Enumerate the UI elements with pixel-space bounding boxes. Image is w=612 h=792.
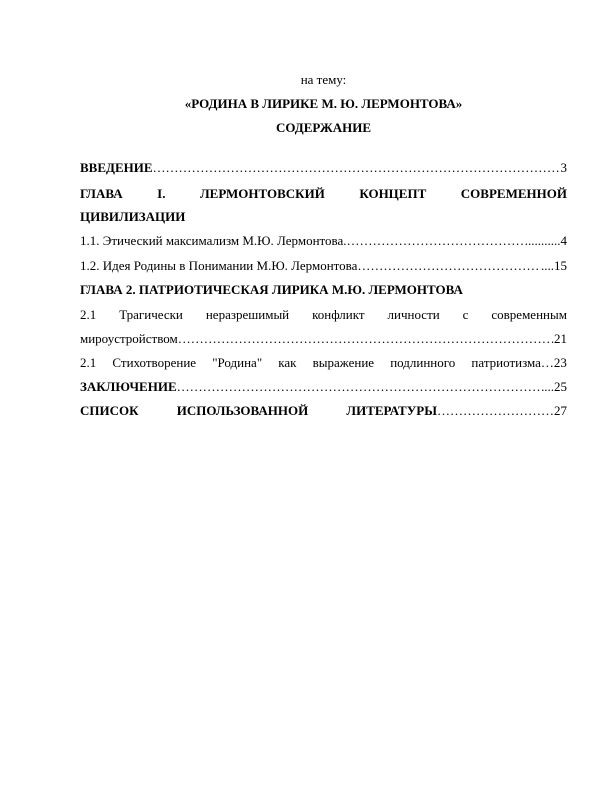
toc-label: 1.2. Идея Родины в Понимании М.Ю. Лермонтова xyxy=(80,258,358,273)
toc-label: ЗАКЛЮЧЕНИЕ xyxy=(80,379,177,394)
dot-leader xyxy=(357,258,541,274)
dot-leader xyxy=(153,160,561,176)
toc-entry-bibliography[interactable] xyxy=(80,403,567,419)
toc-entry-intro[interactable] xyxy=(80,160,567,176)
toc-word: выражение xyxy=(312,355,375,370)
dot-leader xyxy=(347,233,525,249)
toc-word: КОНЦЕПТ xyxy=(359,186,427,201)
toc-word: СОВРЕМЕННОЙ xyxy=(460,186,567,201)
toc-word: патриотизма…23 xyxy=(471,355,567,370)
toc-word-group xyxy=(346,403,567,419)
toc-word: личности xyxy=(387,307,440,322)
dot-leader xyxy=(177,379,545,395)
toc-label: ВВЕДЕНИЕ xyxy=(80,160,153,175)
toc-word: 2.1 xyxy=(80,307,97,322)
toc-entry-conclusion[interactable] xyxy=(80,379,567,395)
toc-word: I. xyxy=(157,186,166,201)
toc-entry-2-1b[interactable] xyxy=(80,355,567,371)
toc-word: ГЛАВА xyxy=(80,186,123,201)
toc-word: 2.1 xyxy=(80,355,97,370)
toc-word: Трагически xyxy=(119,307,183,322)
subject-prefix: на тему: xyxy=(300,72,347,87)
toc-word: современным xyxy=(491,307,567,322)
toc-leader-tail: ........... xyxy=(524,233,561,248)
toc-page-number: 4 xyxy=(560,233,567,248)
toc-word: ИСПОЛЬЗОВАННОЙ xyxy=(176,403,309,418)
toc-word: как xyxy=(278,355,297,370)
contents-heading: СОДЕРЖАНИЕ xyxy=(275,120,372,135)
toc-label: мироустройством xyxy=(80,331,178,346)
dot-leader: ……………………… xyxy=(436,403,554,418)
toc-word: неразрешимый xyxy=(205,307,290,322)
toc-word: "Родина" xyxy=(212,355,263,370)
toc-label: 1.1. Этический максимализм М.Ю. Лермонтова. xyxy=(80,233,347,248)
toc-word: с xyxy=(462,307,469,322)
toc-word: ЛИТЕРАТУРЫ xyxy=(346,403,437,418)
toc-leader-tail: ... xyxy=(544,379,554,394)
document-title: «РОДИНА В ЛИРИКЕ М. Ю. ЛЕРМОНТОВА» xyxy=(184,96,463,111)
toc-word: конфликт xyxy=(312,307,365,322)
toc-page-number: 27 xyxy=(553,403,567,418)
toc-leader-tail: .... xyxy=(541,258,554,273)
toc-word: СПИСОК xyxy=(80,403,139,418)
toc-entry-chapter1-line2: ЦИВИЛИЗАЦИИ xyxy=(80,209,186,224)
toc-entry-2-1a[interactable] xyxy=(80,307,567,323)
toc-word: ЛЕРМОНТОВСКИЙ xyxy=(199,186,325,201)
dot-leader xyxy=(178,331,554,347)
toc-entry-chapter2[interactable]: ГЛАВА 2. ПАТРИОТИЧЕСКАЯ ЛИРИКА М.Ю. ЛЕРМОНТОВА xyxy=(80,282,463,297)
toc-page-number: 15 xyxy=(554,258,567,273)
toc-word: подлинного xyxy=(390,355,456,370)
toc-word: Стихотворение xyxy=(112,355,197,370)
toc-entry-chapter1[interactable] xyxy=(80,186,567,202)
toc-entry-1-2[interactable] xyxy=(80,258,567,274)
toc-page-number: 21 xyxy=(554,331,567,346)
toc-page-number: 3 xyxy=(560,160,567,175)
toc-page-number: 25 xyxy=(554,379,567,394)
toc-entry-1-1[interactable] xyxy=(80,233,567,249)
toc-entry-2-1a-line2 xyxy=(80,331,567,347)
